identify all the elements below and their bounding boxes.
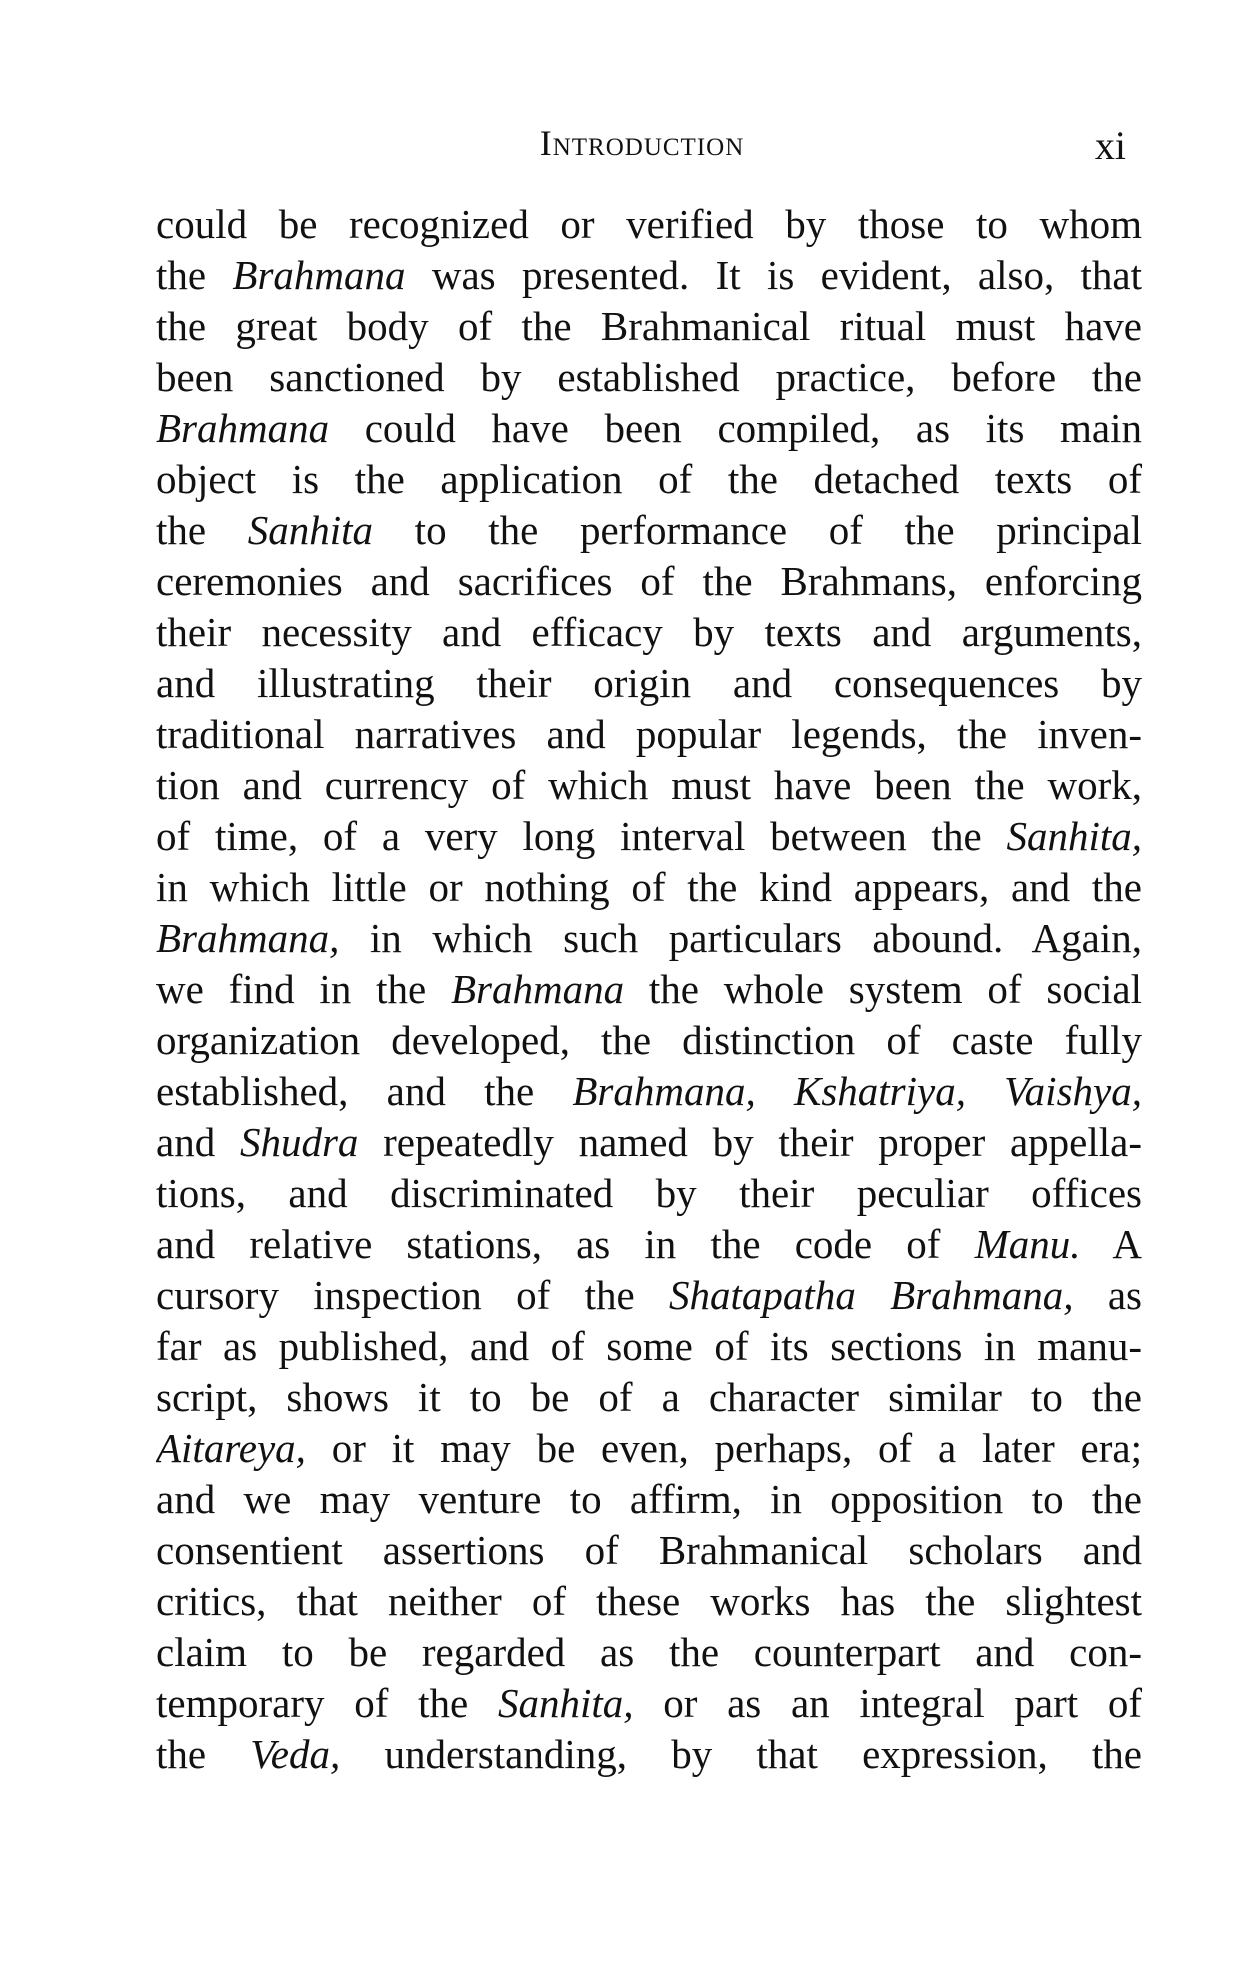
text-line [156, 913, 1142, 964]
text-line [156, 1219, 1142, 1270]
text-run: the whole system of social [624, 966, 1142, 1012]
italic-term: Veda, [250, 1731, 341, 1777]
text-line [156, 1372, 1142, 1423]
text-line [156, 1729, 1142, 1780]
text-line [156, 403, 1142, 454]
text-line [156, 964, 1142, 1015]
text-line [156, 760, 1142, 811]
italic-term: Brahmana, [156, 915, 340, 961]
italic-term: Brahmana [232, 252, 406, 298]
text-line [156, 1015, 1142, 1066]
text-run: and [156, 1119, 240, 1165]
text-line [156, 505, 1142, 556]
text-line [156, 454, 1142, 505]
text-line [156, 1474, 1142, 1525]
text-run: cursory inspection of the [156, 1272, 670, 1318]
text-run: in which such particulars abound. Again, [339, 915, 1142, 961]
body-text [156, 199, 1142, 1780]
italic-term: Brahmana [450, 966, 625, 1012]
text-line [156, 1627, 1142, 1678]
text-line [156, 1525, 1142, 1576]
text-run: temporary of the [156, 1680, 498, 1726]
italic-term: Brahmana [156, 405, 330, 451]
text-line [156, 1321, 1142, 1372]
text-run: repeatedly named by their proper appella- [358, 1119, 1142, 1165]
text-line [156, 250, 1142, 301]
text-line [156, 199, 1142, 250]
text-run: A [1080, 1221, 1142, 1267]
text-run: as [1073, 1272, 1142, 1318]
text-run: of time, of a very long interval between the [156, 813, 1007, 859]
text-line [156, 1168, 1142, 1219]
italic-term: Sanhita, [497, 1680, 634, 1726]
text-run: claim to be regarded as the counterpart and con- [156, 1629, 1142, 1675]
text-run: been sanctioned by established practice, before the [156, 354, 1142, 400]
text-run: and illustrating their origin and consequences by [156, 660, 1142, 706]
text-line [156, 1066, 1142, 1117]
page-number: xi [1094, 123, 1126, 168]
text-run: and we may venture to affirm, in opposition to the [156, 1476, 1142, 1522]
text-run: far as published, and of some of its sections in manu- [156, 1323, 1142, 1369]
text-run: tions, and discriminated by their peculiar offices [156, 1170, 1142, 1216]
text-run: traditional narratives and popular legends, the inven- [156, 711, 1142, 757]
text-line [156, 1576, 1142, 1627]
text-run: consentient assertions of Brahmanical scholars and [156, 1527, 1142, 1573]
text-run: in which little or nothing of the kind appears, and the [156, 864, 1142, 910]
text-line [156, 658, 1142, 709]
text-run: the [156, 252, 233, 298]
text-run: script, shows it to be of a character similar to the [156, 1374, 1142, 1420]
running-head-title: Introduction [539, 123, 745, 163]
text-line [156, 1117, 1142, 1168]
text-line [156, 352, 1142, 403]
text-line [156, 556, 1142, 607]
italic-term: Brahmana, Kshatriya, Vaishya, [572, 1068, 1142, 1114]
text-line [156, 1423, 1142, 1474]
text-run: the great body of the Brahmanical ritual must have [156, 303, 1142, 349]
text-run: tion and currency of which must have been the work, [156, 762, 1142, 808]
italic-term: Aitareya, [156, 1425, 306, 1471]
text-run: to the performance of the principal [373, 507, 1142, 553]
text-run: we find in the [156, 966, 451, 1012]
text-run: critics, that neither of these works has the slightest [156, 1578, 1142, 1624]
text-line [156, 301, 1142, 352]
text-line [156, 1678, 1142, 1729]
text-run: or as an integral part of [633, 1680, 1142, 1726]
text-run: and relative stations, as in the code of [156, 1221, 975, 1267]
text-run: could be recognized or verified by those to whom [156, 201, 1142, 247]
text-run: established, and the [156, 1068, 573, 1114]
text-run: could have been compiled, as its main [329, 405, 1142, 451]
italic-term: Sanhita [247, 507, 374, 553]
text-run: their necessity and efficacy by texts and arguments, [156, 609, 1142, 655]
text-run: ceremonies and sacrifices of the Brahmans, enforcing [156, 558, 1142, 604]
text-line [156, 607, 1142, 658]
text-run: the [156, 1731, 251, 1777]
italic-term: Shudra [239, 1119, 359, 1165]
text-line [156, 811, 1142, 862]
text-run: the [156, 507, 248, 553]
text-run: object is the application of the detached texts of [156, 456, 1142, 502]
text-run: organization developed, the distinction of caste fully [156, 1017, 1142, 1063]
text-line [156, 709, 1142, 760]
text-run: understanding, by that expression, the [340, 1731, 1142, 1777]
italic-term: Manu. [974, 1221, 1081, 1267]
text-run: was presented. It is evident, also, that [405, 252, 1142, 298]
text-run: or it may be even, perhaps, of a later era; [305, 1425, 1142, 1471]
text-line [156, 862, 1142, 913]
text-line [156, 1270, 1142, 1321]
italic-term: Sanhita, [1006, 813, 1142, 859]
running-head [158, 122, 1126, 172]
italic-term: Shatapatha Brahmana, [669, 1272, 1074, 1318]
